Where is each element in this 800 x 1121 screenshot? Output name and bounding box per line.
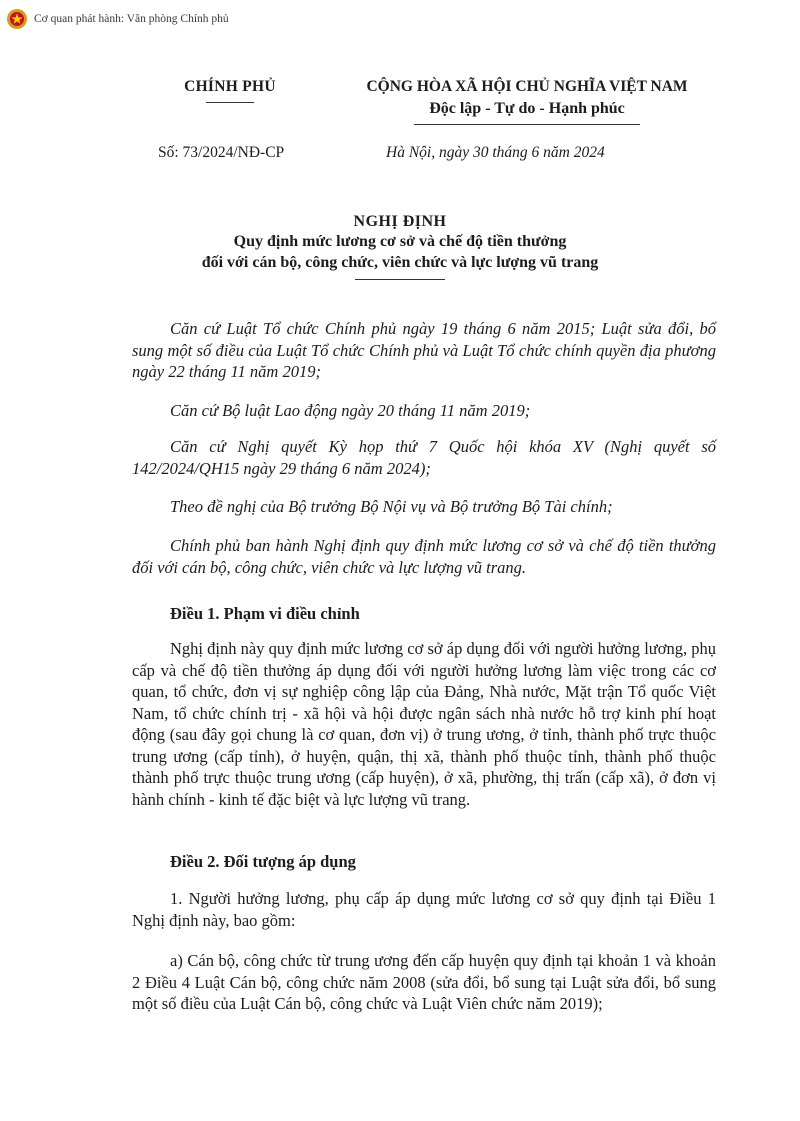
article-2-heading: Điều 2. Đối tượng áp dụng: [170, 852, 356, 871]
article-1-body: Nghị định này quy định mức lương cơ sở áp dụng đối với người hưởng lương, phụ cấp và chế độ tiền thưởng áp dụng đối với người hưởng lương làm việc trong các cơ quan, tổ chức, đơn vị sự nghiệp công lập của Đảng, Nhà nước, Mặt trận Tổ quốc Việt Nam, tổ chức chính trị - xã hội và hội được ngân sách nhà nước hỗ trợ kinh phí hoạt động (sau đây gọi chung là cơ quan, đơn vị) ở trung ương, ở tỉnh, thành phố trực thuộc trung ương (cấp tỉnh), ở huyện, quận, thị xã, thành phố thuộc tỉnh, thành phố thuộc thành phố trực thuộc trung ương (cấp huyện), ở xã, phường, thị trấn (cấp xã), ở đơn vị hành chính - kinh tế đặc biệt và lực lượng vũ trang.: [132, 639, 716, 809]
document-subject-line1: Quy định mức lương cơ sở và chế độ tiền thưởng: [233, 233, 567, 250]
motto-underline: [414, 124, 640, 125]
publisher-text: Cơ quan phát hành: Văn phòng Chính phủ: [34, 13, 229, 25]
document-type: NGHỊ ĐỊNH: [353, 213, 447, 230]
preamble-paragraph: Căn cứ Luật Tổ chức Chính phủ ngày 19 tháng 6 năm 2015; Luật sửa đổi, bổ sung một số điều của Luật Tổ chức Chính phủ và Luật Tổ chức chính quyền địa phương ngày 22 tháng 11 năm 2019;: [132, 319, 716, 381]
national-header-block: [322, 78, 732, 125]
title-underline: [355, 279, 445, 280]
publisher-stamp: [6, 8, 229, 30]
agency-underline: [206, 102, 254, 103]
article-1-heading: Điều 1. Phạm vi điều chỉnh: [170, 604, 360, 623]
issuing-agency-block: [150, 78, 310, 103]
country-name: CỘNG HÒA XÃ HỘI CHỦ NGHĨA VIỆT NAM: [366, 78, 688, 95]
place-date: Hà Nội, ngày 30 tháng 6 năm 2024: [386, 144, 605, 161]
national-emblem-icon: [6, 8, 28, 30]
preamble-paragraph: Theo đề nghị của Bộ trưởng Bộ Nội vụ và Bộ trưởng Bộ Tài chính;: [170, 497, 613, 516]
preamble-paragraph: Căn cứ Bộ luật Lao động ngày 20 tháng 11 năm 2019;: [170, 401, 531, 420]
issuing-agency: CHÍNH PHỦ: [184, 78, 276, 95]
preamble-paragraph: Chính phủ ban hành Nghị định quy định mức lương cơ sở và chế độ tiền thưởng đối với cán bộ, công chức, viên chức và lực lượng vũ trang.: [132, 536, 716, 577]
document-title-block: [100, 213, 700, 280]
document-number: Số: 73/2024/NĐ-CP: [158, 144, 285, 161]
national-motto: Độc lập - Tự do - Hạnh phúc: [429, 100, 625, 117]
article-2-clause-1: 1. Người hưởng lương, phụ cấp áp dụng mức lương cơ sở quy định tại Điều 1 Nghị định này, bao gồm:: [132, 889, 716, 930]
preamble-paragraph: Căn cứ Nghị quyết Kỳ họp thứ 7 Quốc hội khóa XV (Nghị quyết số 142/2024/QH15 ngày 29 tháng 6 năm 2024);: [132, 437, 716, 478]
document-subject-line2: đối với cán bộ, công chức, viên chức và lực lượng vũ trang: [201, 254, 599, 271]
article-2-point-a: a) Cán bộ, công chức từ trung ương đến cấp huyện quy định tại khoản 1 và khoản 2 Điều 4 Luật Cán bộ, công chức năm 2008 (sửa đổi, bổ sung tại Luật sửa đổi, bổ sung một số điều của Luật Cán bộ, công chức và Luật Viên chức năm 2019);: [132, 951, 716, 1013]
